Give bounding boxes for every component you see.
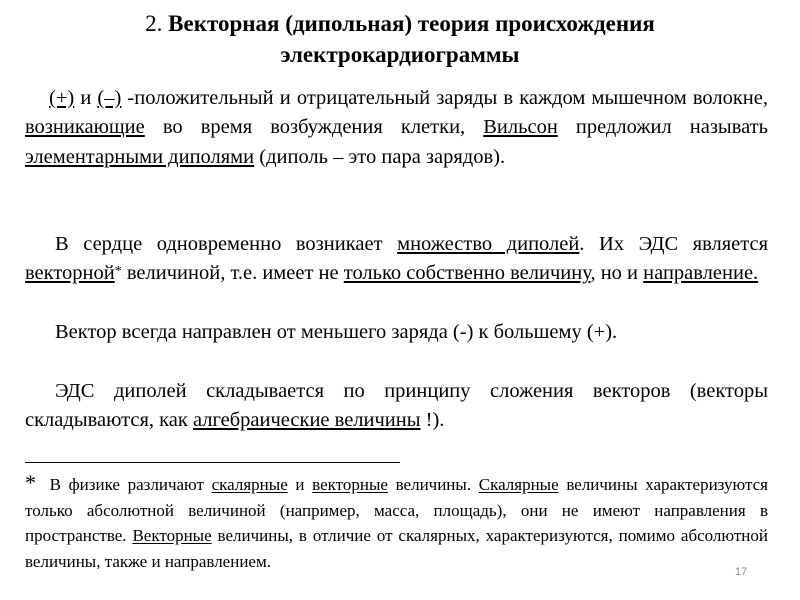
paragraph-emf bbox=[25, 230, 768, 291]
fn-text-2: и bbox=[287, 475, 313, 494]
minus-charge: (–) bbox=[97, 87, 122, 109]
fn-term-scalar-2: Скалярные bbox=[478, 475, 559, 494]
term-arising: возникающие bbox=[25, 116, 145, 139]
p1-text-5: (диполь – это пара зарядов). bbox=[254, 145, 506, 168]
fn-term-vector: векторные bbox=[312, 475, 388, 494]
p4-text-2: !). bbox=[420, 409, 445, 432]
footnote-divider bbox=[25, 462, 400, 463]
term-wilson: Вильсон bbox=[483, 116, 558, 139]
footnote bbox=[25, 470, 768, 574]
fn-text-5: величины, в отличие от скалярных, характеризуются, помимо абсолютной величины, также и направлением. bbox=[25, 526, 768, 571]
term-vector: векторной bbox=[25, 262, 115, 285]
paragraph-vector-direction: Вектор всегда направлен от меньшего заряда (-) к большему (+). bbox=[55, 321, 618, 343]
term-elementary-dipoles: элементарными диполями bbox=[25, 145, 255, 168]
title-number: 2. bbox=[145, 11, 163, 36]
p1-text-2: -положительный и отрицательный заряды в каждом мышечном волокне, bbox=[121, 87, 768, 109]
plus-charge: (+) bbox=[49, 87, 75, 109]
term-algebraic-values: алгебраические величины bbox=[192, 409, 421, 432]
fn-term-scalar: скалярные bbox=[211, 475, 288, 494]
footnote-marker: * bbox=[114, 264, 122, 280]
title-line1: Векторная (дипольная) теория происхождения bbox=[168, 11, 655, 36]
slide-number: 17 bbox=[735, 566, 748, 578]
p1-text-4: предложил называть bbox=[557, 116, 768, 139]
p2-text-1: В сердце одновременно возникает bbox=[55, 233, 398, 255]
p4-text-1: ЭДС диполей складывается по принципу сложения векторов (векторы складываются, как bbox=[25, 380, 768, 432]
p2-text-2: . Их ЭДС является bbox=[579, 233, 769, 255]
fn-text-3: величины. bbox=[387, 475, 479, 494]
p1-text-3: во время возбуждения клетки, bbox=[144, 116, 484, 139]
footnote-star: * bbox=[25, 470, 36, 495]
slide-title bbox=[40, 8, 760, 70]
p1-text-1: и bbox=[74, 87, 98, 109]
term-direction: направление. bbox=[643, 262, 759, 285]
fn-term-vector-2: Векторные bbox=[132, 526, 212, 546]
term-many-dipoles: множество диполей bbox=[397, 233, 580, 255]
p2-text-4: , но и bbox=[590, 262, 644, 285]
fn-text-1: В физике различают bbox=[42, 475, 212, 494]
term-own-magnitude: только собственно величину bbox=[343, 262, 591, 285]
paragraph-dipoles bbox=[25, 84, 768, 172]
p2-text-3: величиной, т.е. имеет не bbox=[121, 262, 344, 285]
paragraph-summation bbox=[25, 377, 768, 436]
fn-text-4: величины характеризуются только абсолютной величиной (например, масса, площадь), они не имеют направления в пространстве. bbox=[25, 475, 768, 546]
title-line2: электрокардиограммы bbox=[280, 42, 520, 67]
